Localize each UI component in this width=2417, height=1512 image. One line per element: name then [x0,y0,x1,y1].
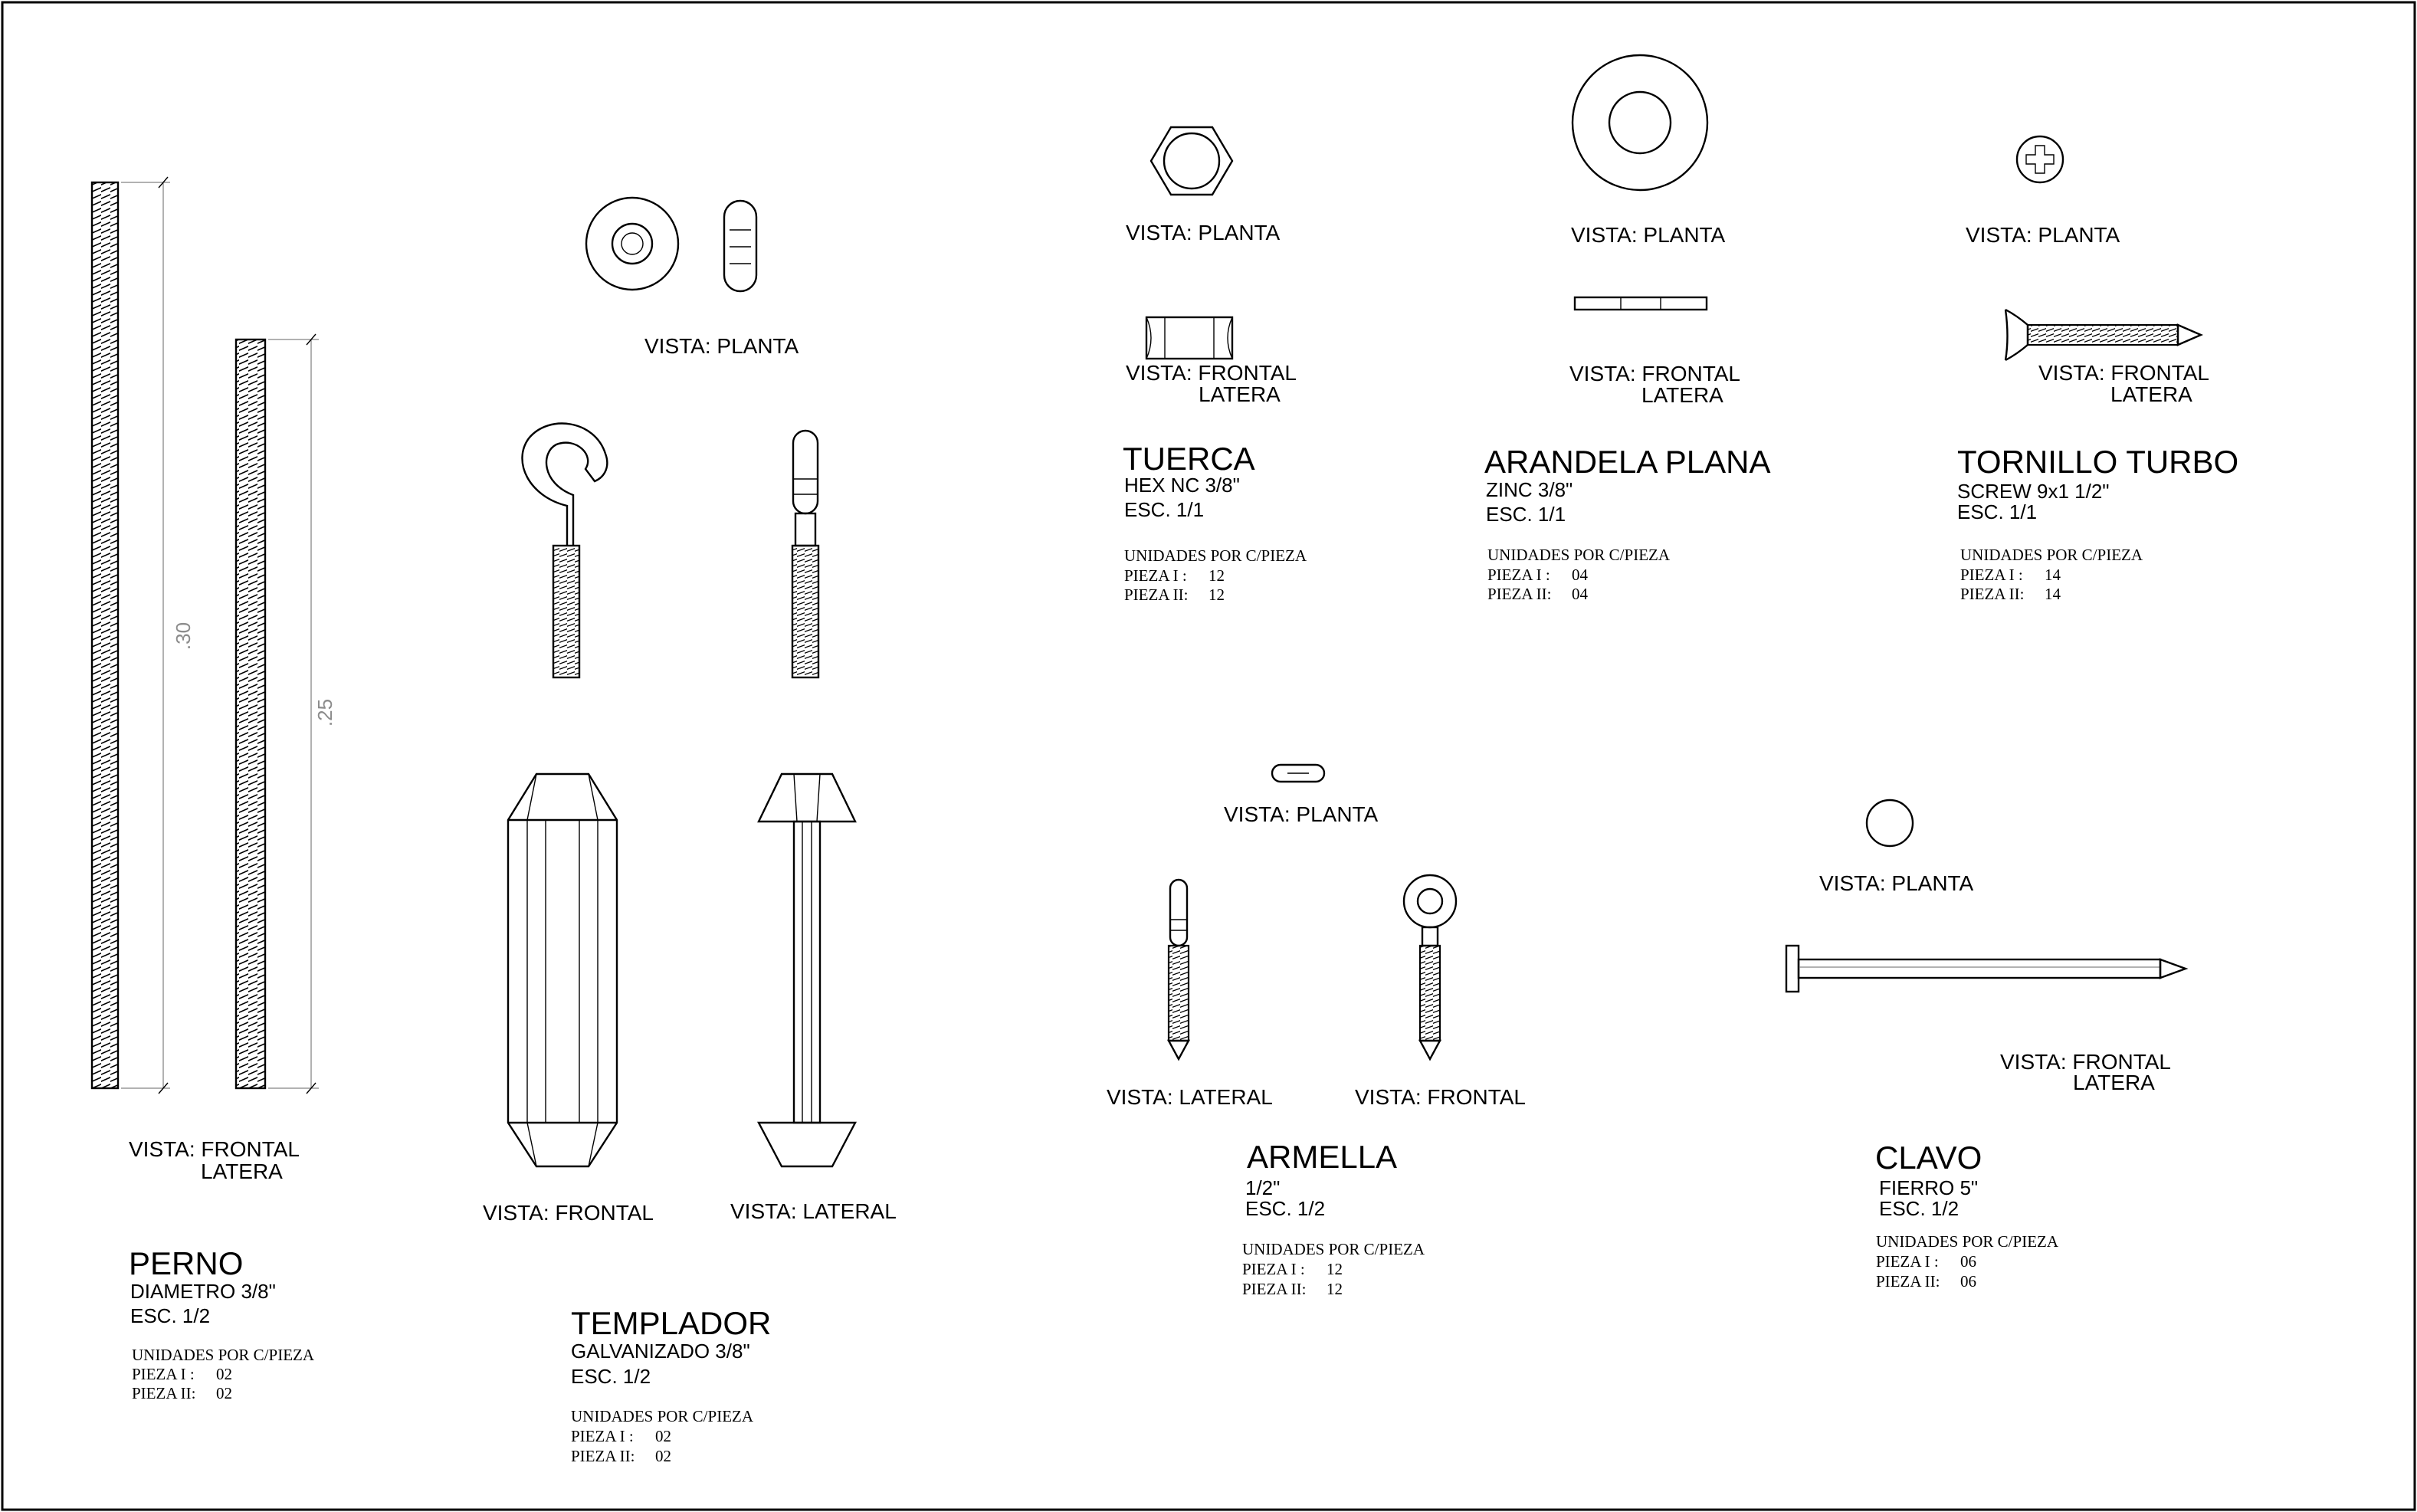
tornillo-pieza-1-value: 14 [2045,566,2061,584]
arandela-pieza-1-value: 04 [1572,566,1588,584]
armella-plan-drawing [1272,765,1324,782]
templador-spec: GALVANIZADO 3/8" [571,1340,750,1363]
clavo-view-latera: LATERA [2073,1071,2155,1094]
perno-title: PERNO [129,1245,244,1281]
templador-view-lateral: VISTA: LATERAL [730,1199,897,1223]
perno-scale: ESC. 1/2 [130,1304,211,1327]
tornillo-view-planta: VISTA: PLANTA [1966,223,2120,247]
perno-pieza-2-label: PIEZA II: [132,1384,196,1402]
tuerca-plan-drawing [1151,127,1232,195]
templador-plan-drawing [586,198,756,291]
templador-view-frontal: VISTA: FRONTAL [483,1201,654,1225]
templador-hook-lateral [792,431,818,677]
clavo-pieza-1-label: PIEZA I : [1876,1252,1939,1271]
clavo-spec: FIERRO 5" [1879,1176,1979,1199]
perno-pieza-2-value: 02 [216,1384,232,1402]
clavo-pieza-1-value: 06 [1960,1252,1976,1271]
tuerca-spec: HEX NC 3/8" [1124,474,1240,497]
tornillo-scale: ESC. 1/1 [1957,500,2038,523]
perno-drawing [92,177,336,1094]
perno-dim-short-label: .25 [313,698,336,727]
tornillo-title: TORNILLO TURBO [1957,444,2239,480]
templador-view-planta: VISTA: PLANTA [644,334,799,358]
armella-pieza-1-label: PIEZA I : [1242,1260,1305,1278]
templador-pieza-1-label: PIEZA I : [571,1427,634,1445]
tornillo-frontal-drawing [2005,310,2201,360]
templador-lateral-thread [792,546,818,677]
arandela-pieza-1-label: PIEZA I : [1487,566,1550,584]
armella-pieza-1-value: 12 [1327,1260,1343,1278]
tornillo-pieza-2-value: 14 [2045,585,2061,603]
tuerca-view-frontal: VISTA: FRONTAL [1126,361,1297,385]
arandela-scale: ESC. 1/1 [1486,503,1566,526]
tornillo-pieza-1-label: PIEZA I : [1960,566,2023,584]
templador-title: TEMPLADOR [571,1305,772,1341]
perno-dim-long-label: .30 [172,622,195,651]
arandela-frontal-drawing [1575,297,1707,310]
clavo-pieza-2-label: PIEZA II: [1876,1272,1940,1291]
armella-pieza-2-label: PIEZA II: [1242,1280,1307,1298]
armella-pieza-2-value: 12 [1327,1280,1343,1298]
perno-units-header: UNIDADES POR C/PIEZA [132,1346,315,1364]
arandela-view-planta: VISTA: PLANTA [1571,223,1726,247]
clavo-view-frontal: VISTA: FRONTAL [2000,1050,2171,1074]
armella-view-planta: VISTA: PLANTA [1224,802,1379,826]
clavo-title: CLAVO [1875,1140,1982,1176]
tornillo-spec: SCREW 9x1 1/2" [1957,480,2110,503]
armella-scale: ESC. 1/2 [1245,1197,1326,1220]
armella-view-frontal: VISTA: FRONTAL [1355,1085,1526,1109]
arandela-plan-drawing [1573,55,1707,190]
perno-view-latera: LATERA [201,1159,283,1183]
templador-pieza-1-value: 02 [655,1427,671,1445]
arandela-pieza-2-value: 04 [1572,585,1588,603]
clavo-units-header: UNIDADES POR C/PIEZA [1876,1232,2059,1251]
armella-frontal-drawing [1404,875,1456,1059]
arandela-view-latera: LATERA [1641,383,1723,407]
arandela-spec: ZINC 3/8" [1486,478,1573,501]
tuerca-pieza-2-label: PIEZA II: [1124,585,1189,604]
tornillo-pieza-2-label: PIEZA II: [1960,585,2025,603]
perno-dimension-short [268,334,319,1094]
perno-long-rod [92,182,118,1088]
clavo-frontal-drawing [1786,946,2186,992]
templador-pieza-2-label: PIEZA II: [571,1447,635,1465]
perno-short-rod [236,339,265,1088]
arandela-units-header: UNIDADES POR C/PIEZA [1487,546,1671,564]
tuerca-pieza-2-value: 12 [1208,585,1225,604]
arandela-pieza-2-label: PIEZA II: [1487,585,1552,603]
perno-pieza-1-label: PIEZA I : [132,1365,195,1383]
templador-units-header: UNIDADES POR C/PIEZA [571,1407,754,1425]
perno-dimension-long [121,177,170,1094]
tornillo-view-frontal: VISTA: FRONTAL [2038,361,2209,385]
tuerca-view-latera: LATERA [1199,382,1281,406]
tuerca-pieza-1-label: PIEZA I : [1124,566,1187,585]
armella-units-header: UNIDADES POR C/PIEZA [1242,1240,1425,1258]
arandela-view-frontal: VISTA: FRONTAL [1569,362,1740,385]
arandela-title: ARANDELA PLANA [1484,444,1771,480]
perno-view-frontal: VISTA: FRONTAL [129,1137,300,1161]
tuerca-units-header: UNIDADES POR C/PIEZA [1124,546,1307,565]
tornillo-units-header: UNIDADES POR C/PIEZA [1960,546,2143,564]
armella-spec: 1/2" [1245,1176,1281,1199]
perno-spec: DIAMETRO 3/8" [130,1280,276,1303]
perno-pieza-1-value: 02 [216,1365,232,1383]
clavo-plan-drawing [1867,800,1913,846]
armella-title: ARMELLA [1247,1139,1398,1175]
armella-view-lateral: VISTA: LATERAL [1107,1085,1273,1109]
armella-lateral-drawing [1169,880,1189,1059]
clavo-view-planta: VISTA: PLANTA [1819,871,1974,895]
tornillo-view-latera: LATERA [2110,382,2192,406]
tuerca-view-planta: VISTA: PLANTA [1126,221,1281,244]
clavo-scale: ESC. 1/2 [1879,1197,1960,1220]
templador-body-lateral [759,774,855,1166]
clavo-pieza-2-value: 06 [1960,1272,1976,1291]
tuerca-pieza-1-value: 12 [1208,566,1225,585]
tuerca-frontal-drawing [1146,317,1232,359]
tornillo-plan-drawing [2017,136,2063,182]
templador-hook-frontal [522,424,607,677]
templador-scale: ESC. 1/2 [571,1365,651,1388]
tuerca-scale: ESC. 1/1 [1124,498,1205,521]
templador-hook-thread [553,546,579,677]
tuerca-title: TUERCA [1123,441,1255,477]
templador-pieza-2-value: 02 [655,1447,671,1465]
templador-body-frontal [508,774,617,1166]
